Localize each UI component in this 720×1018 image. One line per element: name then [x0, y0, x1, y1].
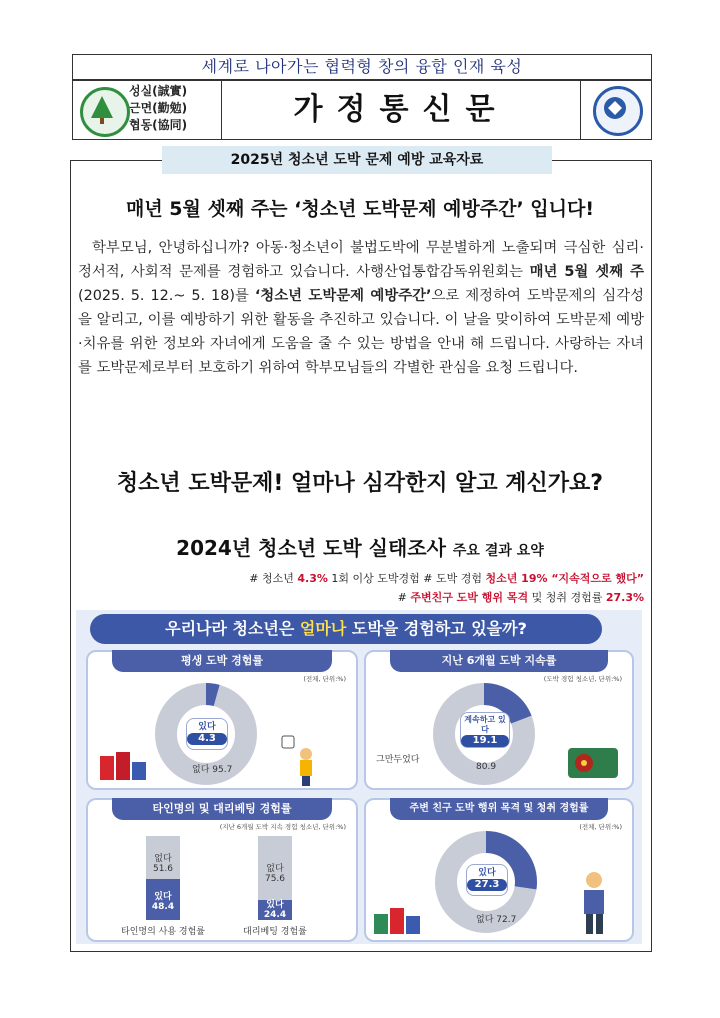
label-recent-no-value: 80.9: [476, 762, 497, 772]
bar-proxy-name: 타인명의 사용 경험률: [121, 927, 205, 937]
tag1-d: 청소년 19% “지속적으로 했다”: [485, 572, 644, 585]
betting-no-value: 75.6: [264, 874, 286, 884]
bar-proxy-no-label: [146, 854, 180, 874]
panel-recent: [364, 650, 634, 790]
school-values: [129, 83, 187, 134]
badge-witness-label: 있다: [478, 868, 496, 878]
bar-chart-area: [88, 836, 356, 920]
badge-witness: [466, 864, 508, 896]
betting-yes-label: 있다: [266, 900, 284, 910]
betting-no-label: 없다: [266, 864, 284, 874]
page-title: 가정통신문: [293, 92, 509, 127]
banner-pre: 우리나라 청소년은: [165, 619, 300, 638]
tag1-a: # 청소년: [249, 572, 298, 585]
roulette-icon: [566, 738, 622, 782]
dice-player-icon: [278, 734, 328, 786]
badge-recent: [460, 712, 510, 748]
value-2: 근면(勤勉): [129, 101, 188, 115]
bar-betting-yes-label: [258, 900, 292, 920]
panel-proxy-title: 타인명의 및 대리베팅 경험률: [112, 798, 332, 820]
tag2-c: 및 청취 경험률: [528, 591, 606, 604]
bar-betting-name: 대리베팅 경험률: [243, 927, 307, 937]
tag2-b: 주변친구 도박 행위 목격: [410, 591, 529, 604]
panel-witness-title: 주변 친구 도박 행위 목격 및 청취 경험률: [390, 798, 608, 820]
panel-lifetime-title: 평생 도박 경험률: [112, 650, 332, 672]
infographic-banner: [90, 614, 602, 644]
value-1: 성실(誠實): [129, 84, 188, 98]
label-lifetime-no: [192, 762, 232, 775]
tag2-d: 27.3%: [605, 591, 644, 604]
proxy-no-value: 51.6: [152, 864, 174, 874]
panel-lifetime: [86, 650, 358, 790]
survey-subtitle: 주요 결과 요약: [452, 543, 544, 559]
tag2-a: #: [397, 591, 411, 604]
casino-chips-icon: [96, 744, 152, 784]
bar-proxy-yes-label: [146, 892, 180, 912]
para-bold-date: 매년 5월 셋째 주: [529, 264, 644, 280]
survey-title: 2024년 청소년 도박 실태조사: [176, 536, 446, 560]
badge-witness-value: 27.3: [467, 879, 507, 891]
person-phone-icon: [574, 870, 618, 936]
badge-recent-value: 19.1: [461, 735, 509, 747]
label-recent-no: 그만두었다: [376, 755, 420, 765]
para-part1: 학부모님, 안녕하십니까? 아동·청소년이 불법도박에 무분별하게 노출되며 극심한 심리·정서적, 사회적 문제를 경험하고 있습니다. 사행산업통합감독위원회는: [78, 240, 644, 280]
school-motto: 세계로 나아가는 협력형 창의 융합 인재 육성: [72, 54, 652, 80]
witness-no-value: 72.7: [496, 915, 517, 925]
label-witness-no: [476, 912, 516, 925]
office-emblem-cell: [580, 81, 651, 139]
chips-stack-icon: [372, 900, 424, 936]
tag1-b: 4.3%: [297, 572, 328, 585]
betting-yes-value: 24.4: [263, 910, 287, 920]
banner-post: 도박을 경험하고 있을까?: [346, 619, 527, 638]
para-part3: 으로 제정하여 도박문제의 심각성을 알리고, 이를 예방하기 위한 활동을 추진하고 있습니다. 이 날을 맞이하여 도박문제 예방·치유를 위한 정보와 자녀에게 도움을 줄 수 있는 방법을 안내 해 드립니다. 사랑하는 자녀를 도박문제로부터 보호하기 위하여 학부모님들의 각별한 관심을 요청 드립니다.: [78, 288, 645, 376]
badge-lifetime-value: 4.3: [187, 733, 227, 745]
heading-seriousness: 청소년 도박문제! 얼마나 심각한지 알고 계신가요?: [116, 471, 604, 496]
header-table: [72, 80, 652, 140]
lifetime-no-label: 없다: [192, 765, 210, 775]
proxy-yes-value: 48.4: [151, 902, 175, 912]
value-3: 협동(協同): [129, 118, 188, 132]
proxy-no-label: 없다: [154, 854, 172, 864]
panel-proxy-unit: (지난 6개월 도박 지속 경험 청소년, 단위:%): [219, 823, 346, 831]
banner-highlight: 얼마나: [299, 619, 347, 638]
badge-lifetime: [186, 718, 228, 750]
panel-proxy: [86, 798, 358, 942]
education-office-seal-icon: [593, 86, 643, 136]
badge-recent-label: 계속하고 있다: [464, 715, 506, 734]
heading-survey: [70, 532, 650, 561]
witness-no-label: 없다: [476, 915, 494, 925]
bar-betting-no-label: [258, 864, 292, 884]
heading-prevention-week: 매년 5월 셋째 주는 ‘청소년 도박문제 예방주간’ 입니다!: [125, 198, 595, 220]
lifetime-no-value: 95.7: [212, 765, 233, 775]
hashtag-line-2: [398, 589, 644, 605]
para-bold-week: ‘청소년 도박문제 예방주간’: [254, 288, 432, 304]
panel-recent-title: 지난 6개월 도박 지속률: [390, 650, 608, 672]
para-part2: (2025. 5. 12.~ 5. 18)를: [78, 288, 255, 304]
school-seal-icon: [80, 87, 130, 137]
hashtag-line-1: [249, 570, 644, 586]
panel-witness-unit: (전체, 단위:%): [579, 823, 622, 831]
badge-lifetime-label: 있다: [198, 722, 216, 732]
section-label: 2025년 청소년 도박 문제 예방 교육자료: [162, 146, 552, 174]
panel-recent-unit: (도박 경험 청소년, 단위:%): [543, 675, 622, 683]
tag1-c: 1회 이상 도박경험 # 도박 경험: [327, 572, 486, 585]
panel-lifetime-unit: (전체, 단위:%): [303, 675, 346, 683]
school-emblem-cell: [73, 81, 222, 139]
intro-paragraph: [78, 236, 644, 380]
panel-witness: [364, 798, 634, 942]
proxy-yes-label: 있다: [154, 892, 172, 902]
